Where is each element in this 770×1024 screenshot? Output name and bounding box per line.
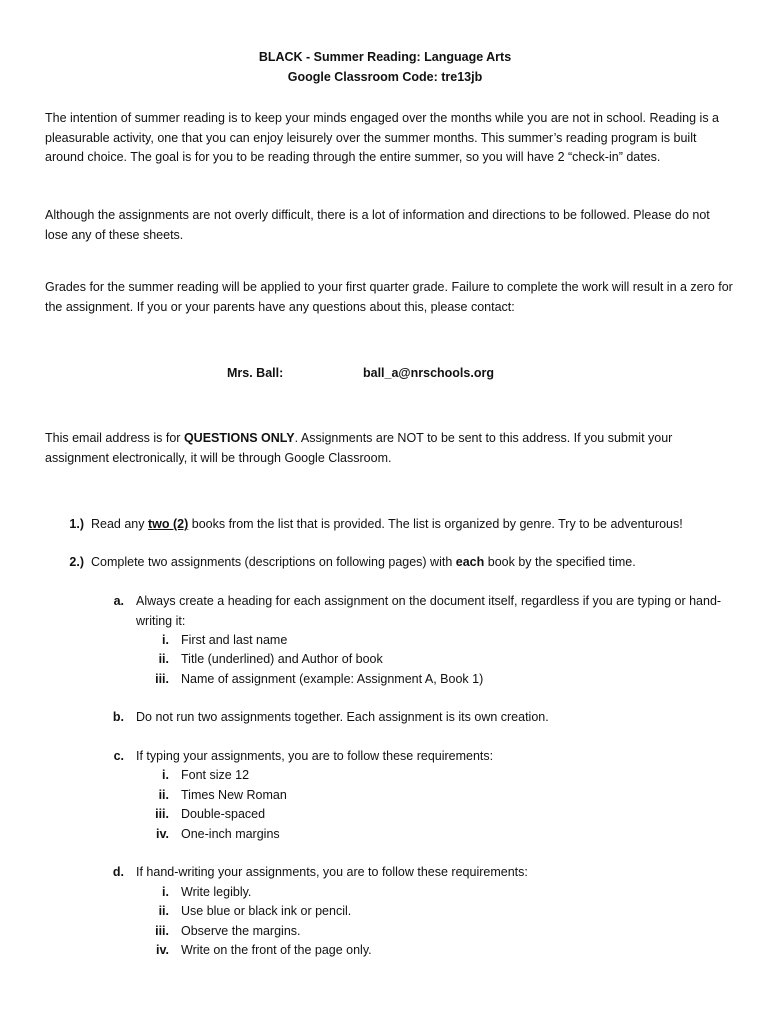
list-item: Observe the margins. (181, 924, 301, 938)
list-item: Font size 12 (181, 768, 250, 782)
list-marker: ii. (158, 788, 169, 802)
step-text (91, 515, 751, 535)
step-text (91, 553, 751, 573)
list-marker: i. (162, 885, 169, 899)
list-marker: i. (162, 768, 169, 782)
list-marker: ii. (158, 652, 169, 666)
subitem-marker: c. (113, 749, 124, 763)
grades-paragraph: Grades for the summer reading will be applied to your first quarter grade. Failure to complete the work will result in a zero for the assignment. If you or your parents have any questions about this, please contact: (45, 280, 733, 314)
step-text-part: Complete two assignments (descriptions on following pages) with (91, 555, 456, 569)
step-text-part: Read any (91, 517, 148, 531)
step-emphasis: each (455, 555, 485, 569)
subitem-text: If typing your assignments, you are to follow these requirements: (136, 749, 494, 763)
step-text-part: book by the specified time. (484, 555, 636, 569)
list-item: Write legibly. (181, 885, 252, 899)
list-item: Use blue or black ink or pencil. (181, 904, 352, 918)
contact-name: Mrs. Ball: (227, 366, 284, 380)
list-item: Double-spaced (181, 807, 266, 821)
subitem-marker: d. (112, 865, 124, 879)
subitem-text: Always create a heading for each assignment on the document itself, regardless if you are typing or hand-writing it: (136, 594, 722, 628)
contact-email: ball_a@nrschools.org (363, 366, 494, 380)
list-item: First and last name (181, 633, 288, 647)
step-emphasis: two (2) (147, 517, 189, 531)
subitem-text: If hand-writing your assignments, you are to follow these requirements: (136, 865, 528, 879)
subitem-text: Do not run two assignments together. Each assignment is its own creation. (136, 710, 549, 724)
step-number: 1.) (69, 517, 84, 531)
list-item: One-inch margins (181, 827, 280, 841)
list-marker: iv. (156, 827, 169, 841)
email-note-text-rest: . Assignments are NOT to be sent to this address. If you submit your assignment electronically, it will be through Google Classroom. (45, 431, 673, 465)
email-note-paragraph (45, 429, 735, 468)
email-note-text: This email address is for (45, 431, 184, 445)
list-item: Title (underlined) and Author of book (181, 652, 383, 666)
email-note-emphasis: QUESTIONS ONLY (183, 431, 295, 445)
list-marker: iii. (155, 807, 169, 821)
list-marker: iii. (155, 924, 169, 938)
list-item: Write on the front of the page only. (181, 943, 372, 957)
classroom-code: Google Classroom Code: tre13jb (287, 70, 483, 84)
list-item: Times New Roman (181, 788, 287, 802)
document-title: BLACK - Summer Reading: Language Arts (258, 50, 512, 64)
list-marker: i. (162, 633, 169, 647)
list-item: Name of assignment (example: Assignment A, Book 1) (181, 672, 484, 686)
step-text-part: books from the list that is provided. The list is organized by genre. Try to be adventurous! (188, 517, 683, 531)
subitem-marker: a. (113, 594, 124, 608)
list-marker: iii. (155, 672, 169, 686)
directions-paragraph: Although the assignments are not overly difficult, there is a lot of information and directions to be followed. Please do not lose any of these sheets. (45, 208, 710, 242)
subitem-marker: b. (112, 710, 124, 724)
step-number: 2.) (69, 555, 84, 569)
list-marker: iv. (156, 943, 169, 957)
intro-paragraph: The intention of summer reading is to keep your minds engaged over the months while you are not in school. Reading is a pleasurable activity, one that you can enjoy leisurely over the summer months. This summer’s reading program is built around choice. The goal is for you to be reading through the entire summer, so you will have 2 “check-in” dates. (45, 111, 719, 164)
list-marker: ii. (158, 904, 169, 918)
